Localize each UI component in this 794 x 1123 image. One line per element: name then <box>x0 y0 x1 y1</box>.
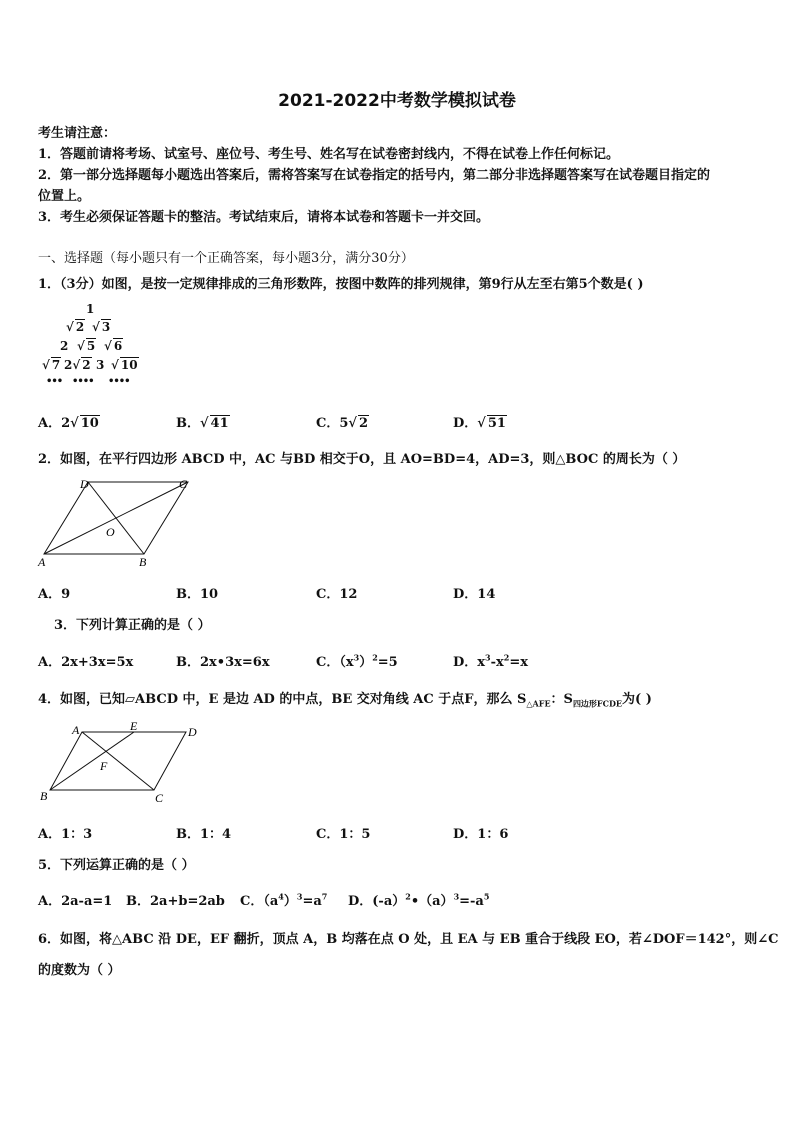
tri-r3b: √ 5 <box>77 339 96 353</box>
label-d: D <box>188 725 197 739</box>
q4-option-c[interactable]: C．1：5 <box>316 827 371 842</box>
q1-option-b[interactable]: B．√ 41 <box>176 416 229 431</box>
label-o: O <box>106 525 115 539</box>
tri-r4b: 2√ 2 <box>64 358 91 372</box>
notice-item-3: 3．考生必须保证答题卡的整洁。考试结束后，请将本试卷和答题卡一并交回。 <box>38 210 490 225</box>
page-title: 2021-2022中考数学模拟试卷 <box>278 91 516 111</box>
q5-stem: 5．下列运算正确的是（ ） <box>38 858 195 873</box>
label-c: C <box>155 791 164 805</box>
label-b: B <box>139 555 147 569</box>
label-d: D <box>80 477 89 491</box>
q4-option-d[interactable]: D．1：6 <box>453 827 509 842</box>
segment-be <box>50 732 134 790</box>
q1-option-d[interactable]: D．√ 51 <box>453 416 506 431</box>
label-c: C <box>179 477 188 491</box>
tri-r4a: √ 7 <box>42 358 61 372</box>
tri-dots-1: ••• <box>46 376 63 387</box>
q3-option-b[interactable]: B．2x•3x=6x <box>176 655 270 670</box>
tri-r2a: √ 2 <box>66 320 85 334</box>
q1-option-a[interactable]: A．2√ 10 <box>38 416 99 431</box>
tri-dots-3: •••• <box>108 376 130 387</box>
label-a: A <box>72 723 80 737</box>
q5-option-b[interactable]: B．2a+b=2ab <box>126 894 225 909</box>
q2-stem: 2．如图，在平行四边形 ABCD 中，AC 与BD 相交于O，且 AO=BD=4，AD=3，则△BOC 的周长为（ ） <box>38 452 686 467</box>
tri-r4e: √ 10 <box>111 358 138 372</box>
q1-stem: 1．（3分）如图，是按一定规律排成的三角形数阵，按图中数阵的排列规律，第9行从左至右第5个数是( ) <box>38 277 644 292</box>
q4-parallelogram-figure <box>36 718 206 810</box>
diagonal-bd <box>88 482 144 554</box>
label-e: E <box>130 719 138 733</box>
q2-option-b[interactable]: B．10 <box>176 587 219 602</box>
q4-option-b[interactable]: B．1：4 <box>176 827 232 842</box>
q3-stem: 3．下列计算正确的是（ ） <box>54 618 211 633</box>
notice-item-2-cont: 位置上。 <box>38 189 91 204</box>
q3-option-c[interactable]: C．$(x^3)^2=5$ <box>316 652 398 670</box>
q2-option-a[interactable]: A．9 <box>38 587 71 602</box>
q3-option-a[interactable]: A．2x+3x=5x <box>38 655 134 670</box>
notice-heading: 考生请注意： <box>38 126 117 141</box>
tri-r4d: 3 <box>96 358 105 372</box>
tri-r2b: √ 3 <box>92 320 111 334</box>
q5-option-a[interactable]: A．2a-a=1 <box>38 894 113 909</box>
tri-r1: 1 <box>86 302 95 316</box>
section-heading: 一、选择题（每小题只有一个正确答案，每小题3分，满分30分） <box>38 251 414 266</box>
tri-r3a: 2 <box>60 339 69 353</box>
label-b: B <box>40 789 48 803</box>
tri-dots-2: •••• <box>72 376 94 387</box>
q2-option-d[interactable]: D．14 <box>453 587 496 602</box>
q5-option-c[interactable]: C．$(a^4)^3=a^7$ <box>240 891 328 909</box>
notice-item-1: 1．答题前请将考场、试室号、座位号、考生号、姓名写在试卷密封线内，不得在试卷上作任何标记。 <box>38 147 620 162</box>
q2-option-c[interactable]: C．12 <box>316 587 358 602</box>
label-f: F <box>100 759 108 773</box>
q2-parallelogram-figure <box>36 474 196 570</box>
q4-option-a[interactable]: A．1：3 <box>38 827 93 842</box>
q1-option-c[interactable]: C．5√ 2 <box>316 416 368 431</box>
tri-r3c: √ 6 <box>104 339 123 353</box>
notice-item-2: 2．第一部分选择题每小题选出答案后，需将答案写在试卷指定的括号内，第二部分非选择题答案写在试卷题目指定的 <box>38 168 711 183</box>
label-a: A <box>38 555 46 569</box>
q4-stem: 4．如图，已知▱ABCD 中，E 是边 AD 的中点，BE 交对角线 AC 于点F，那么 $S_{\triangle AFE}$：$S_{四边形FCDE}$为( ) <box>38 692 652 709</box>
q6-stem-line1: 6．如图，将△ABC 沿 DE，EF 翻折，顶点 A，B 均落在点 O 处，且 EA 与 EB 重合于线段 EO，若∠DOF＝142°，则∠C <box>38 932 779 947</box>
q5-option-d[interactable]: D．$(-a)^2•(a)^3=-a^5$ <box>348 891 490 909</box>
q3-option-d[interactable]: D．$x^3-x^2=x$ <box>453 652 528 670</box>
q6-stem-line2: 的度数为（ ） <box>38 963 121 978</box>
